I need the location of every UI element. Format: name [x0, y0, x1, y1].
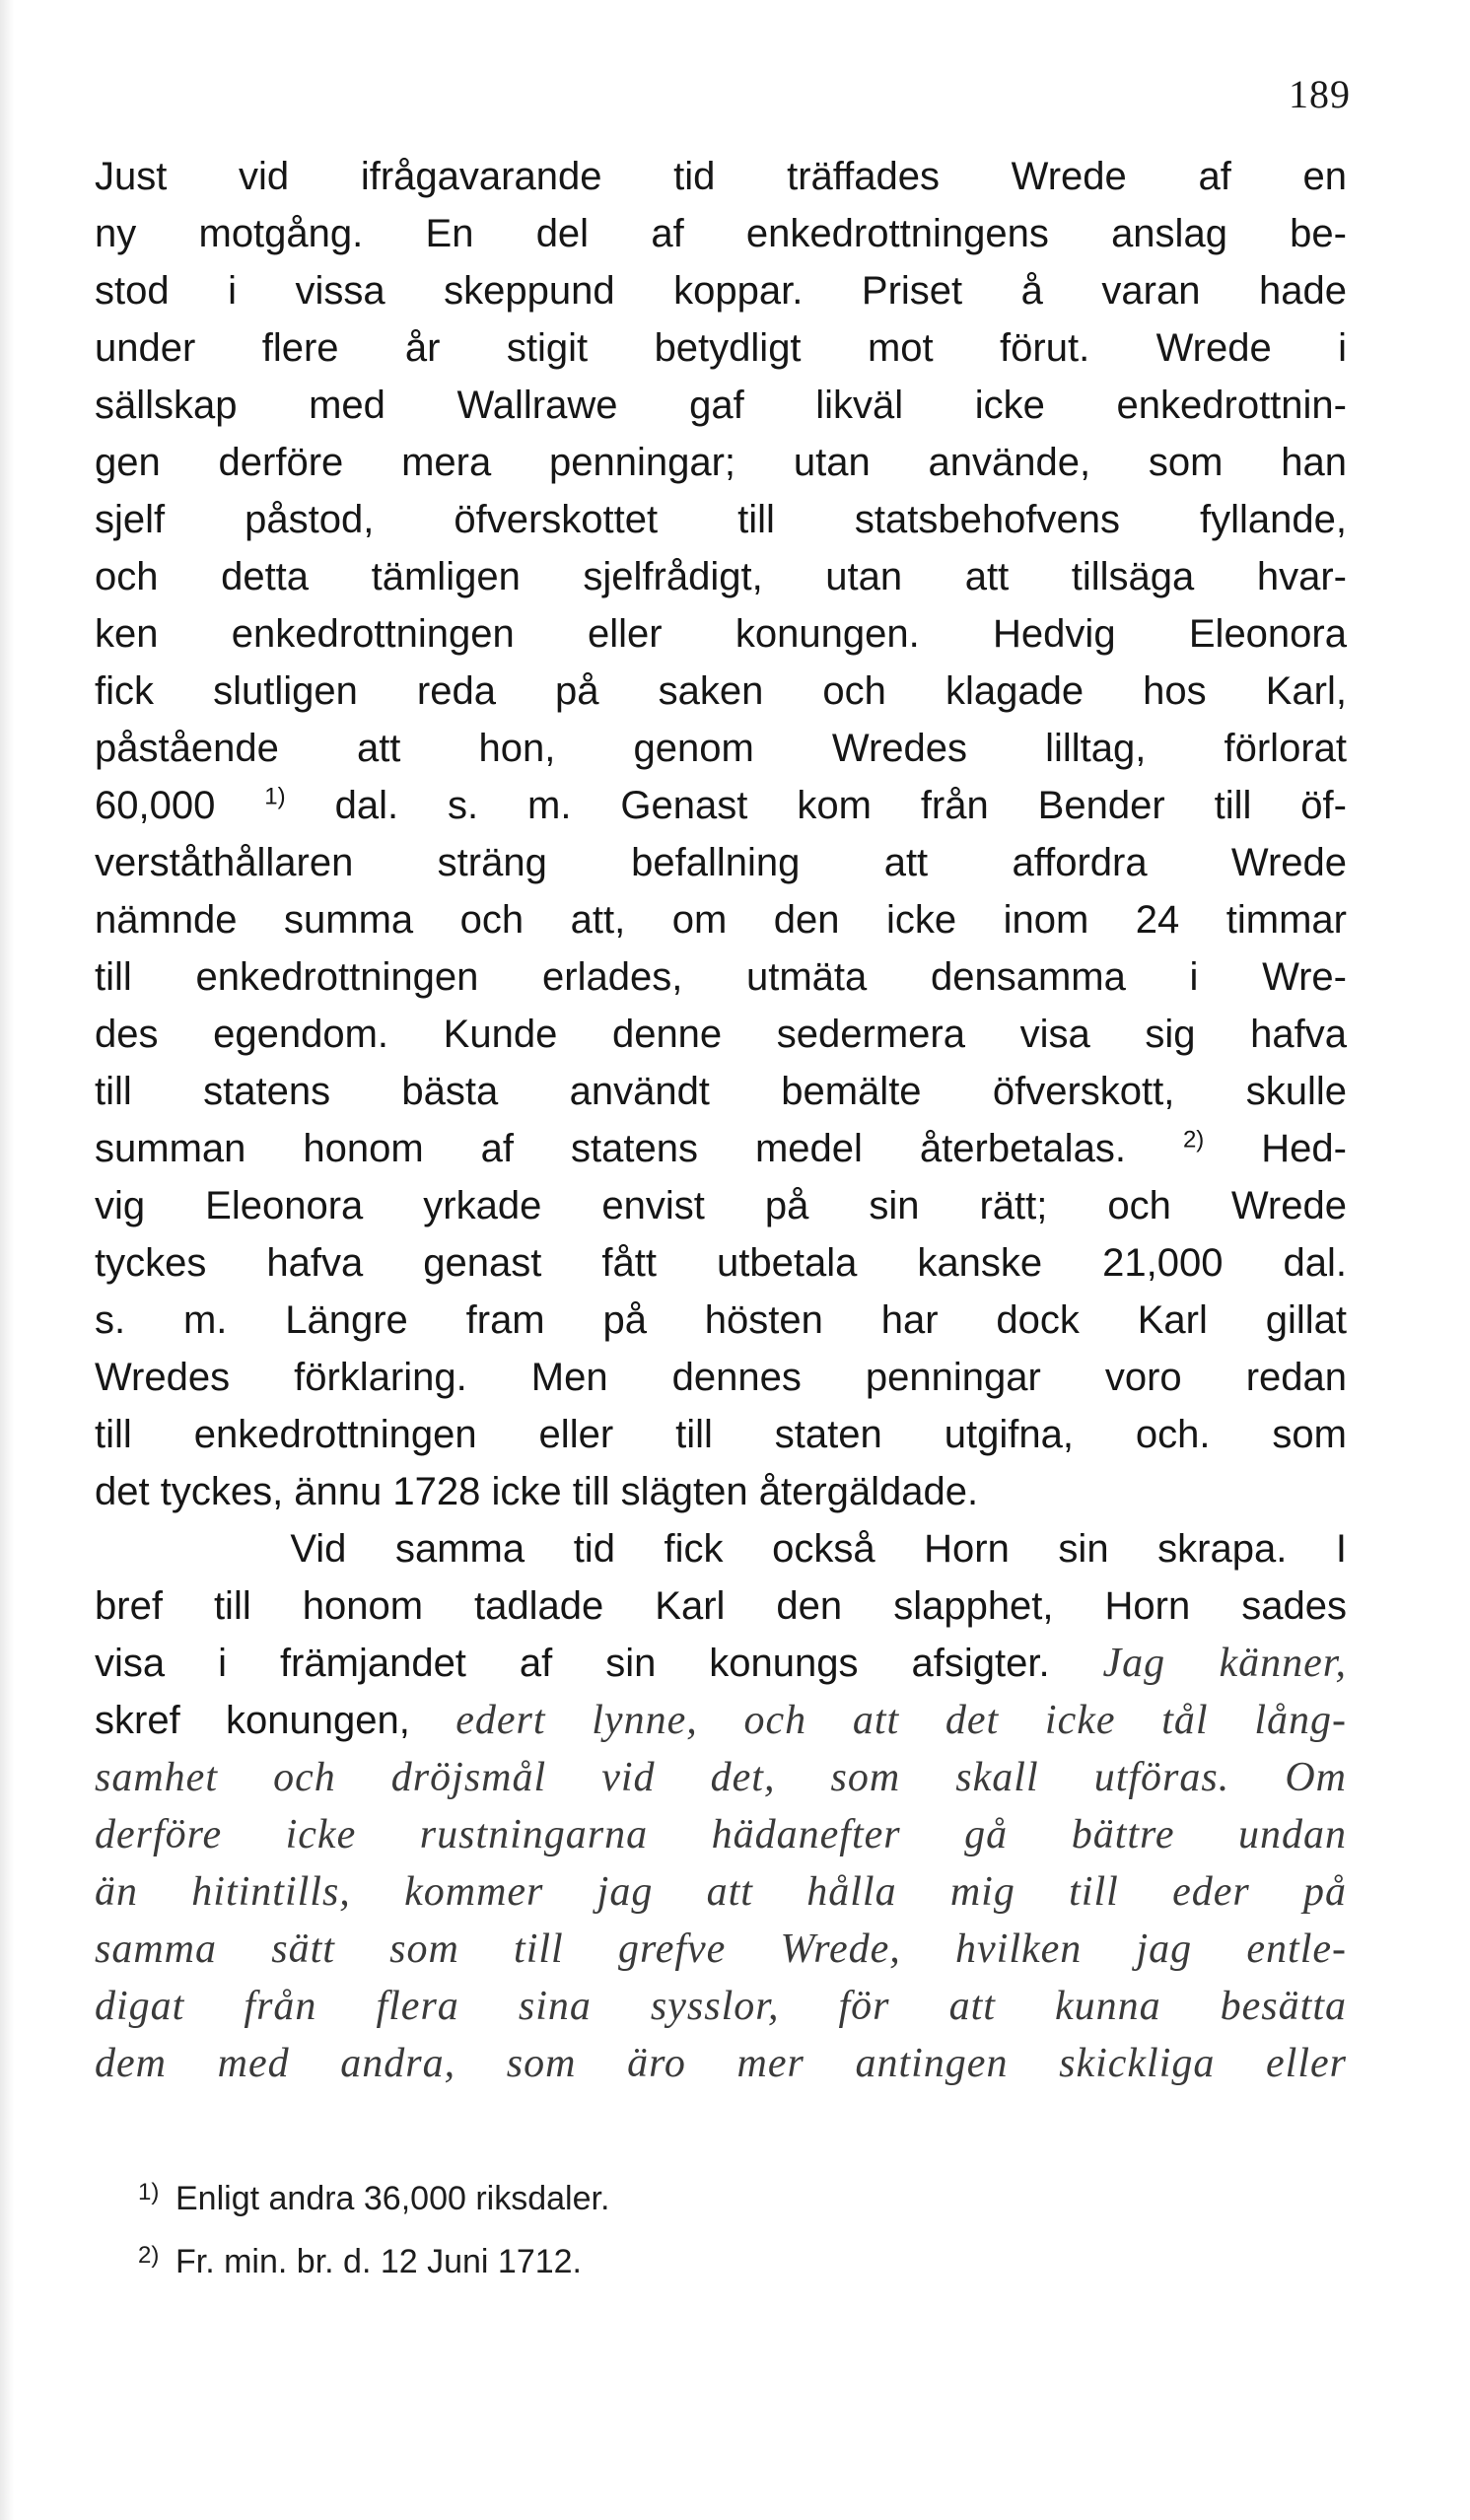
- text-line: gen derföre mera penningar; utan använde, som han: [95, 441, 1347, 484]
- text-line-italic: derföre icke rustningarna hädanefter gå bättre undan: [95, 1812, 1347, 1857]
- footnote-ref: 2): [1182, 1126, 1205, 1154]
- text-line: påstående att hon, genom Wredes lilltag, förlorat: [95, 727, 1347, 770]
- text-line-italic: samhet och dröjsmål vid det, som skall utföras. Om: [95, 1755, 1347, 1800]
- text-line: under flere år stigit betydligt mot förut. Wrede i: [95, 326, 1347, 370]
- text-line: vig Eleonora yrkade envist på sin rätt; och Wrede: [95, 1184, 1347, 1227]
- text-line: [95, 1120, 1347, 1177]
- text-line: Wredes förklaring. Men dennes penningar voro redan: [95, 1356, 1347, 1399]
- text-line: verståthållaren sträng befallning att affordra Wrede: [95, 841, 1347, 884]
- footnotes: [138, 2164, 1223, 2290]
- footnote-ref: 1): [264, 783, 286, 810]
- footnote-text: Enligt andra 36,000 riksdaler.: [175, 2180, 610, 2217]
- text-line: tyckes hafva genast fått utbetala kanske 21,000 dal.: [95, 1241, 1347, 1285]
- text-line: des egendom. Kunde denne sedermera visa sig hafva: [95, 1013, 1347, 1056]
- text-fragment: summan honom af statens medel återbetalas.: [95, 1127, 1126, 1170]
- footnote-mark: 2): [138, 2242, 160, 2269]
- text-line-italic: än hitintills, kommer jag att hålla mig till eder på: [95, 1869, 1347, 1915]
- text-line-italic: samma sätt som till grefve Wrede, hvilken jag entle-: [95, 1926, 1347, 1972]
- text-line-italic: digat från flera sina sysslor, för att kunna besätta: [95, 1984, 1347, 2029]
- footnote: [138, 2164, 1223, 2227]
- text-line: till enkedrottningen eller till staten utgifna, och. som: [95, 1413, 1347, 1456]
- page-number: 189: [1289, 72, 1351, 116]
- footnote-mark: 1): [138, 2179, 160, 2205]
- text-line: Just vid ifrågavarande tid träffades Wrede af en: [95, 155, 1347, 198]
- footnote: [138, 2227, 1223, 2290]
- text-line: ny motgång. En del af enkedrottningens anslag be-: [95, 212, 1347, 255]
- text-line: till enkedrottningen erlades, utmäta densamma i Wre-: [95, 955, 1347, 999]
- text-line: [95, 1692, 1347, 1749]
- text-fragment: skref konungen,: [95, 1699, 410, 1742]
- text-fragment: 60,000: [95, 784, 216, 827]
- text-line: bref till honom tadlade Karl den slapphet, Horn sades: [95, 1584, 1347, 1628]
- text-line: [95, 777, 1347, 834]
- footnote-text: Fr. min. br. d. 12 Juni 1712.: [175, 2243, 583, 2280]
- text-fragment: dal. s. m. Genast kom från Bender till öf-: [334, 784, 1347, 827]
- text-line: [95, 1635, 1347, 1692]
- italic-quote: Jag känner,: [1102, 1641, 1347, 1686]
- text-line: fick slutligen reda på saken och klagade hos Karl,: [95, 669, 1347, 713]
- text-line: s. m. Längre fram på hösten har dock Karl gillat: [95, 1298, 1347, 1342]
- text-line-italic: dem med andra, som äro mer antingen skickliga eller: [95, 2041, 1347, 2086]
- text-line: nämnde summa och att, om den icke inom 24 timmar: [95, 898, 1347, 942]
- text-fragment: visa i främjandet af sin konungs afsigter.: [95, 1642, 1050, 1685]
- body-text: [95, 148, 1347, 2092]
- text-line: och detta tämligen sjelfrådigt, utan att tillsäga hvar-: [95, 555, 1347, 598]
- text-line: till statens bästa användt bemälte öfverskott, skulle: [95, 1070, 1347, 1113]
- italic-quote: edert lynne, och att det icke tål lång-: [455, 1698, 1347, 1743]
- page-edge-shadow: [0, 0, 14, 2520]
- text-line: ken enkedrottningen eller konungen. Hedvig Eleonora: [95, 612, 1347, 656]
- text-line: stod i vissa skeppund koppar. Priset å varan hade: [95, 269, 1347, 313]
- text-fragment: Vid samma tid fick också Horn sin skrapa. I: [290, 1527, 1348, 1571]
- text-line: sällskap med Wallrawe gaf likväl icke enkedrottnin-: [95, 384, 1347, 427]
- text-line: det tyckes, ännu 1728 icke till slägten återgäldade.: [95, 1470, 979, 1513]
- text-line: [95, 1520, 1347, 1577]
- text-line: sjelf påstod, öfverskottet till statsbehofvens fyllande,: [95, 498, 1347, 541]
- text-fragment: Hed-: [1261, 1127, 1347, 1170]
